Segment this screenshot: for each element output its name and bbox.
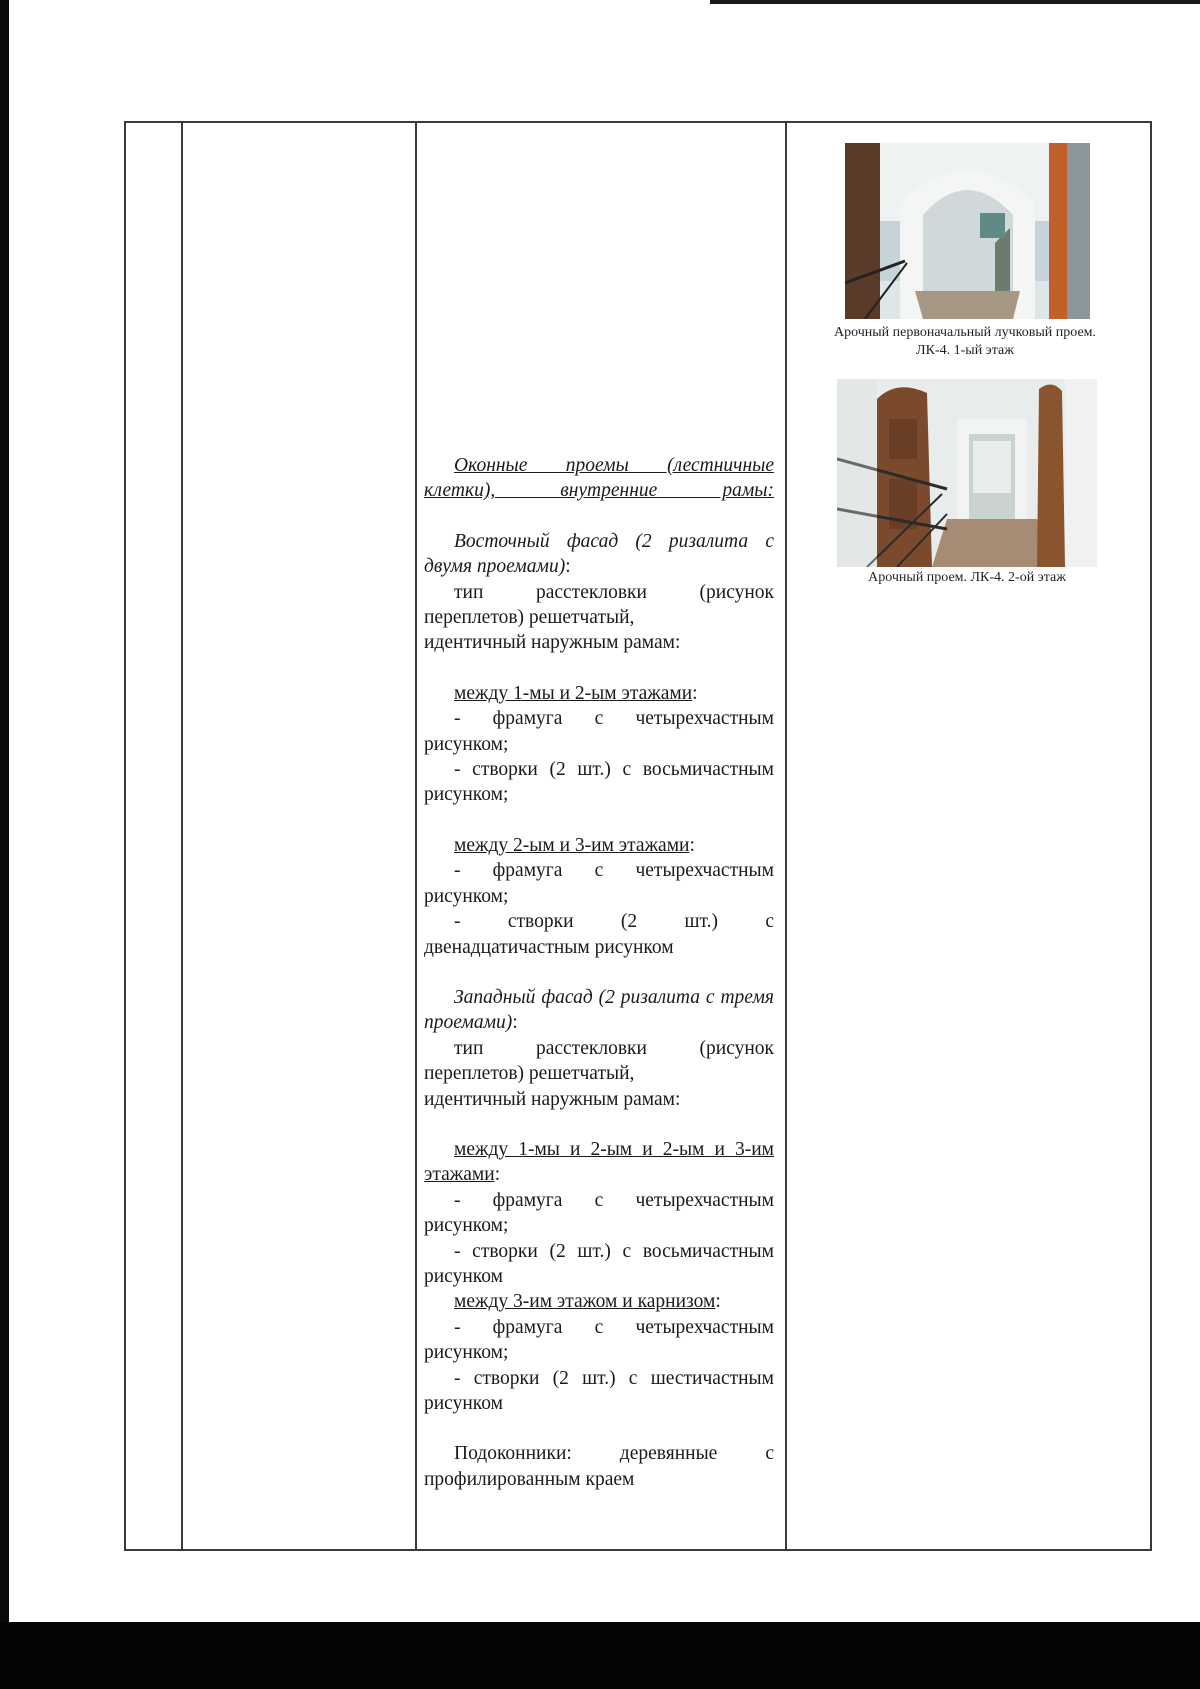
description-text [424,453,774,1492]
list-item: - створки (2 шт.) с восьмичастным рисунком; [424,759,774,806]
west-floors-1-3-title [424,1137,774,1188]
scan-top-edge [710,0,1200,4]
east-facade-title [424,529,774,580]
west-facade-title [424,985,774,1036]
column-divider-3 [785,123,787,1549]
section-heading: Оконные проемы (лестничные клетки), внутренние рамы: [424,455,774,502]
colon: : [494,1164,501,1186]
floors-1-3-label: между 1-мы и 2-ым и 2-ым и 3-им этажами [424,1138,774,1186]
colon: : [565,556,571,578]
colon: : [692,682,698,704]
west-glazing-line: тип расстекловки (рисунок переплетов) решетчатый, [424,1037,774,1085]
photo-caption-1: Арочный первоначальный лучковый проем. ЛК-4. 1-ый этаж [833,325,1097,358]
list-item: - фрамуга с четырехчастным рисунком; [424,860,774,907]
west-floor-3-cornice-title [424,1289,774,1314]
photo-arched-opening-floor-2 [837,379,1097,567]
scan-left-edge [0,0,9,1689]
list-item: - створки (2 шт.) с шестичастным рисунком [424,1367,774,1414]
scan-bottom-band [0,1622,1200,1689]
photo-caption-2: Арочный проем. ЛК-4. 2-ой этаж [868,570,1066,585]
list-item: - фрамуга с четырехчастным рисунком; [424,1189,774,1237]
east-floors-2-3-title [424,833,774,858]
corridor-photo-2 [837,379,1097,567]
list-item: - фрамуга с четырехчастным рисунком; [424,1316,774,1364]
colon: : [512,1012,518,1034]
list-item: - створки (2 шт.) с двенадцатичастным рисунком [424,911,774,958]
east-floors-1-2-title [424,681,774,706]
window-sills-text: Подоконники: деревянные с профилированным краем [424,1443,774,1490]
west-facade-label: Западный фасад (2 ризалита с тремя проемами) [424,986,774,1034]
floor-3-cornice-label: между 3-им этажом и карнизом [454,1291,716,1313]
photo-arched-opening-floor-1 [845,143,1090,319]
column-divider-1 [181,123,183,1549]
east-facade-label: Восточный фасад (2 ризалита с двумя проемами) [424,530,774,578]
floors-2-3-label: между 2-ым и 3-им этажами [454,834,690,856]
column-divider-2 [415,123,417,1549]
east-glazing-line-2: идентичный наружным рамам: [424,632,681,654]
colon: : [689,834,695,856]
list-item: - фрамуга с четырехчастным рисунком; [424,708,774,755]
list-item: - створки (2 шт.) с восьмичастным рисунком [424,1240,774,1287]
floors-1-2-label: между 1-мы и 2-ым этажами [454,682,693,704]
east-glazing-line: тип расстекловки (рисунок переплетов) решетчатый, [424,581,774,629]
west-glazing-line-2: идентичный наружным рамам: [424,1088,681,1110]
corridor-photo-1 [845,143,1090,319]
colon: : [715,1291,721,1313]
